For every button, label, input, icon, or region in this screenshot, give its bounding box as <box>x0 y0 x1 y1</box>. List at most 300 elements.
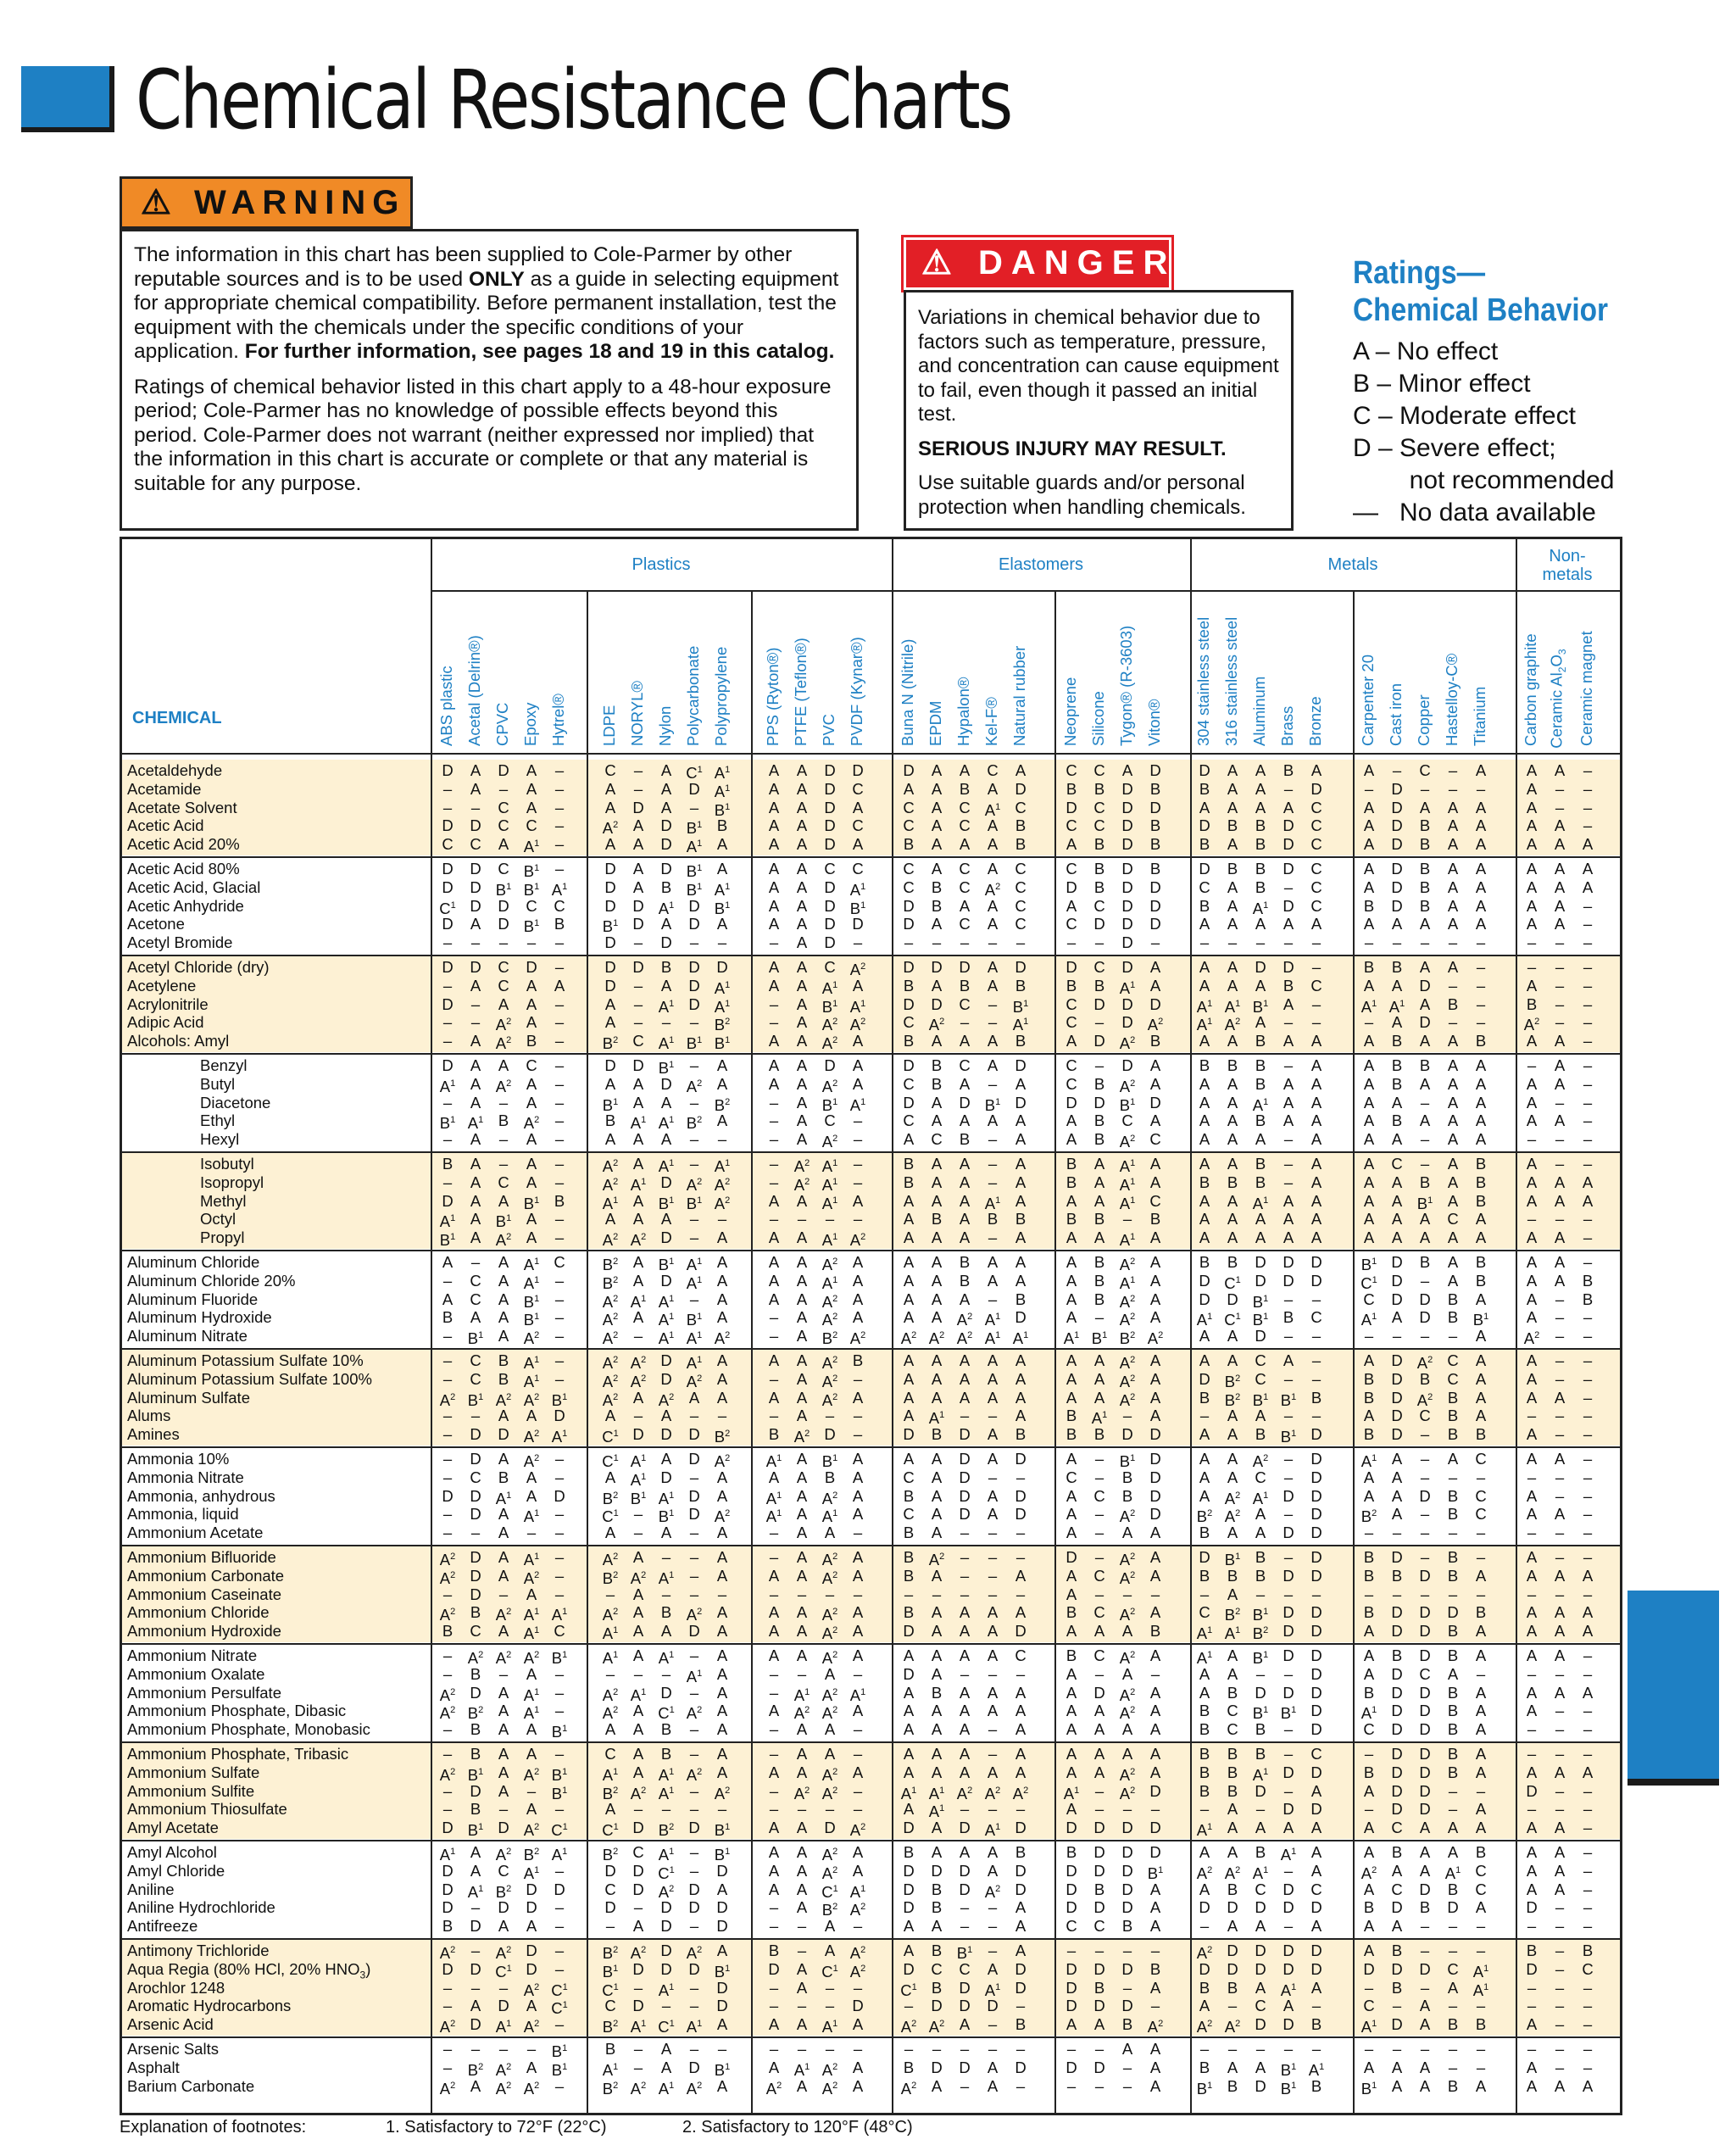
rating-cell: – <box>797 1997 807 2015</box>
rating-cell: A <box>1093 1720 1105 1739</box>
rating-cell: – <box>717 933 727 952</box>
rating-cell: – <box>442 1450 453 1468</box>
rating-cell: B <box>1066 1210 1077 1228</box>
rating-cell: D <box>1015 1622 1027 1641</box>
rating-cell: A <box>604 1468 616 1486</box>
rating-cell: $A^1$ <box>467 1114 484 1133</box>
rating-cell: D <box>632 958 644 976</box>
rating-cell: C <box>526 1056 537 1074</box>
rating-cell: A <box>1199 798 1210 816</box>
rating-cell: – <box>1094 1450 1104 1468</box>
rating-cell: A <box>1283 798 1294 816</box>
chemical-name: Aluminum Potassium Sulfate 100% <box>127 1369 372 1388</box>
rating-cell: – <box>1448 1468 1458 1486</box>
rating-cell: B <box>1447 1880 1459 1898</box>
rating-cell: C <box>1015 915 1027 933</box>
rating-cell: A <box>1066 1702 1077 1720</box>
rating-cell: $A^1$ <box>551 1428 568 1446</box>
rating-cell: A <box>1149 1290 1161 1308</box>
rating-cell: A <box>1310 915 1322 933</box>
rating-cell: – <box>1583 1253 1593 1271</box>
rating-cell: A <box>959 1191 971 1210</box>
rating-cell: A <box>931 1566 943 1585</box>
rating-cell: A <box>498 1917 509 1936</box>
rating-cell: A <box>1447 1173 1459 1191</box>
rating-cell: A <box>768 896 780 915</box>
rating-cell: – <box>1283 1585 1294 1603</box>
rating-cell: A <box>1149 1253 1161 1271</box>
rating-cell: – <box>442 1781 453 1800</box>
rating-cell: D <box>1121 1843 1133 1861</box>
rating-cell: – <box>554 1308 565 1327</box>
rating-cell: A <box>1093 2015 1105 2034</box>
rating-cell: – <box>1283 1548 1294 1566</box>
rating-cell: – <box>1448 1524 1458 1542</box>
rating-cell: B <box>1391 1074 1403 1093</box>
rating-cell: – <box>1476 1781 1486 1800</box>
rating-item <box>1353 336 1726 368</box>
rating-cell: $A^1$ <box>1012 1016 1029 1034</box>
rating-cell: – <box>1555 1781 1565 1800</box>
rating-cell: A <box>931 1486 943 1505</box>
rating-cell: – <box>633 761 643 779</box>
rating-cell: $B^2$ <box>1252 1624 1269 1643</box>
rating-cell: A <box>931 1622 943 1641</box>
row-group-divider <box>122 856 1620 858</box>
rating-cell: – <box>769 1369 779 1388</box>
rating-cell: A <box>1066 1191 1077 1210</box>
rating-cell: D <box>1015 2058 1027 2076</box>
rating-cell: A <box>768 1074 780 1093</box>
rating-cell: B <box>1582 1271 1594 1290</box>
rating-cell: $B^1$ <box>551 1390 568 1409</box>
rating-cell: A <box>903 1683 915 1702</box>
rating-cell: D <box>1419 1566 1431 1585</box>
rating-cell: A <box>1475 761 1487 779</box>
row-group-divider <box>122 1348 1620 1350</box>
rating-cell: A <box>1447 1093 1459 1112</box>
rating-cell: $A^1$ <box>714 978 731 997</box>
rating-cell: – <box>554 994 565 1013</box>
rating-cell: A <box>1310 1917 1322 1936</box>
rating-cell: A <box>1310 1191 1322 1210</box>
rating-cell: $C^1$ <box>602 1428 619 1446</box>
rating-cell: D <box>1391 1720 1403 1739</box>
rating-cell: C <box>470 1351 481 1369</box>
rating-cell: A <box>768 1468 780 1486</box>
rating-cell: – <box>988 1013 998 1032</box>
rating-cell: – <box>554 761 565 779</box>
rating-cell: A <box>1526 761 1538 779</box>
rating-cell: A <box>987 1959 999 1978</box>
rating-cell: $A^1$ <box>821 1175 838 1194</box>
rating-cell: A <box>470 1861 481 1880</box>
rating-cell: A <box>498 1056 509 1074</box>
rating-cell: $A^1$ <box>630 1685 647 1704</box>
rating-cell: – <box>1448 1800 1458 1819</box>
rating-cell: D <box>1093 1843 1105 1861</box>
rating-cell: D <box>824 779 836 798</box>
rating-cell: – <box>1311 1327 1321 1346</box>
row-group-divider <box>122 1840 1620 1841</box>
rating-cell: A <box>498 994 509 1013</box>
rating-cell: – <box>1476 1468 1486 1486</box>
rating-cell: $B^1$ <box>1280 1704 1297 1723</box>
rating-cell: A <box>1227 1425 1238 1444</box>
rating-cell: A <box>959 1112 971 1130</box>
rating-cell: C <box>959 1959 971 1978</box>
rating-cell: $A^2$ <box>1119 1077 1136 1095</box>
rating-cell: D <box>442 761 453 779</box>
group-header: Elastomers <box>998 555 1084 574</box>
rating-cell: $B^1$ <box>495 880 512 899</box>
rating-cell: – <box>1420 1505 1430 1524</box>
chemical-name: Aluminum Chloride <box>127 1253 260 1271</box>
rating-cell: B <box>903 1524 915 1542</box>
rating-cell: C <box>824 1112 836 1130</box>
rating-cell: A <box>1447 896 1459 915</box>
rating-cell: $A^1$ <box>1360 1452 1377 1471</box>
rating-cell: D <box>1283 896 1294 915</box>
rating-cell: D <box>688 915 700 933</box>
rating-cell: A <box>768 958 780 976</box>
rating-cell: A <box>1554 1450 1566 1468</box>
rating-cell: A <box>1526 878 1538 896</box>
rating-cell: B <box>852 1351 864 1369</box>
rating-cell: A <box>1310 1978 1322 1997</box>
rating-cell: A <box>852 1505 864 1524</box>
rating-cell: A <box>1363 1942 1375 1959</box>
rating-cell: D <box>688 976 700 994</box>
rating-cell: A <box>796 1978 808 1997</box>
rating-cell: $B^1$ <box>602 917 619 936</box>
rating-cell: – <box>1476 1524 1486 1542</box>
rating-cell: – <box>1583 1308 1593 1327</box>
rating-cell: A <box>1199 1880 1210 1898</box>
rating-cell: – <box>960 1585 970 1603</box>
rating-cell: D <box>1283 1603 1294 1622</box>
rating-cell: – <box>1094 1468 1104 1486</box>
rating-cell: A <box>1419 1228 1431 1247</box>
rating-cell: D <box>1227 1898 1238 1917</box>
rating-cell: A <box>1149 1548 1161 1566</box>
rating-cell: A <box>1227 798 1238 816</box>
rating-cell: B <box>1227 1745 1238 1763</box>
rating-cell: A <box>1255 779 1266 798</box>
rating-cell: $A^1$ <box>1119 1157 1136 1176</box>
rating-cell: A <box>1066 1763 1077 1781</box>
rating-cell: – <box>1583 816 1593 835</box>
rating-cell: D <box>1227 1942 1238 1959</box>
rating-cell: B <box>604 2040 616 2058</box>
rating-cell: A <box>1475 1566 1487 1585</box>
material-column-header: Ceramic magnet <box>1577 631 1595 746</box>
rating-cell: A <box>1149 1603 1161 1622</box>
chemical-name: Acetate Solvent <box>127 798 237 816</box>
rating-cell: $A^2$ <box>1224 1864 1241 1882</box>
rating-cell: A <box>1363 1112 1375 1130</box>
rating-cell: – <box>1527 1997 1537 2015</box>
rating-cell: A <box>796 1290 808 1308</box>
rating-cell: – <box>1311 994 1321 1013</box>
rating-cell: A <box>632 816 644 835</box>
rating-cell: $B^1$ <box>658 1194 675 1212</box>
rating-cell: – <box>1527 1720 1537 1739</box>
rating-cell: $B^1$ <box>1252 1606 1269 1624</box>
chemical-name: Acetic Anhydride <box>127 896 244 915</box>
rating-cell: – <box>1555 1093 1565 1112</box>
rating-cell: A <box>1255 1407 1266 1425</box>
rating-cell: A <box>1526 1112 1538 1130</box>
rating-cell: A <box>632 1917 644 1936</box>
rating-cell: A <box>1363 1622 1375 1641</box>
rating-cell: A <box>931 816 943 835</box>
rating-cell: – <box>1015 1800 1026 1819</box>
rating-cell: A <box>1227 779 1238 798</box>
rating-cell: A <box>959 1745 971 1763</box>
rating-cell: A <box>1227 1843 1238 1861</box>
rating-cell: – <box>1476 976 1486 994</box>
rating-cell: A <box>1227 915 1238 933</box>
rating-cell: $B^2$ <box>602 1034 619 1053</box>
rating-cell: A <box>1475 1210 1487 1228</box>
rating-cell: A <box>1475 896 1487 915</box>
material-column-header: Aluminum <box>1250 676 1268 746</box>
rating-cell: $A^1$ <box>551 880 568 899</box>
rating-cell: C <box>554 1622 565 1641</box>
rating-cell: $A^1$ <box>1196 1821 1213 1840</box>
rating-cell: $A^2$ <box>714 1175 731 1194</box>
rating-cell: C <box>1093 1486 1105 1505</box>
danger-label: ⚠ DANGER <box>904 237 1171 290</box>
rating-cell: A <box>498 1763 509 1781</box>
rating-cell: C <box>1066 1917 1077 1936</box>
rating-cell: B <box>498 1351 509 1369</box>
rating-cell: – <box>1420 1468 1430 1486</box>
rating-cell: A <box>1419 1819 1431 1837</box>
rating-cell: – <box>1476 2040 1486 2058</box>
rating-cell: A <box>1475 1720 1487 1739</box>
rating-cell: – <box>554 798 565 816</box>
rating-cell: – <box>1555 1351 1565 1369</box>
page-title: Chemical Resistance Charts <box>136 53 1011 148</box>
rating-cell: – <box>904 1997 914 2015</box>
rating-cell: – <box>960 1664 970 1683</box>
rating-cell: – <box>1283 1369 1294 1388</box>
rating-cell: A <box>796 1369 808 1388</box>
rating-cell: D <box>1121 1819 1133 1837</box>
rating-cell: B <box>1419 896 1431 915</box>
rating-cell: – <box>988 1800 998 1819</box>
material-column-header: 304 stainless steel <box>1194 616 1212 746</box>
rating-cell: A <box>931 1505 943 1524</box>
rating-cell: D <box>1255 958 1266 976</box>
rating-cell: D <box>1310 1622 1322 1641</box>
rating-cell: – <box>1583 1880 1593 1898</box>
rating-cell: – <box>689 1130 699 1149</box>
rating-cell: – <box>960 2076 970 2095</box>
rating-cell: – <box>689 2040 699 2058</box>
rating-cell: D <box>442 1056 453 1074</box>
rating-cell: $A^1$ <box>523 1704 540 1723</box>
rating-cell: A <box>1391 1505 1403 1524</box>
rating-cell: A <box>604 1524 616 1542</box>
rating-cell: D <box>852 761 864 779</box>
rating-cell: $A^2$ <box>928 2018 945 2036</box>
rating-cell: A <box>1255 1130 1266 1149</box>
rating-cell: A <box>604 1210 616 1228</box>
rating-cell: A <box>987 1388 999 1407</box>
rating-cell: $A^1$ <box>658 1846 675 1864</box>
rating-cell: – <box>1527 1917 1537 1936</box>
rating-cell: – <box>1527 1130 1537 1149</box>
rating-cell: A <box>852 1388 864 1407</box>
rating-cell: A <box>1227 1130 1238 1149</box>
rating-cell: A <box>1015 1369 1027 1388</box>
rating-cell: D <box>852 915 864 933</box>
rating-cell: – <box>1420 1155 1430 1173</box>
rating-cell: – <box>988 994 998 1013</box>
rating-cell: A <box>1363 798 1375 816</box>
group-header: Plastics <box>632 555 691 574</box>
rating-cell: A <box>1582 1763 1594 1781</box>
rating-cell: A <box>1149 1898 1161 1917</box>
rating-cell: – <box>1066 2040 1077 2058</box>
rating-cell: A <box>1066 1800 1077 1819</box>
rating-cell: A <box>796 1407 808 1425</box>
rating-cell: C <box>1255 1880 1266 1898</box>
rating-cell: D <box>470 958 481 976</box>
rating-cell: $A^2$ <box>439 2018 456 2036</box>
rating-cell: A <box>1475 1056 1487 1074</box>
rating-item <box>1353 368 1726 400</box>
rating-cell: B <box>1447 1646 1459 1664</box>
rating-cell: D <box>1227 1959 1238 1978</box>
rating-cell: $A^2$ <box>1119 1292 1136 1311</box>
chemical-name: Arochlor 1248 <box>127 1978 225 1997</box>
rating-cell: – <box>1476 2058 1486 2076</box>
rating-cell: $A^1$ <box>658 1034 675 1053</box>
rating-cell: $A^1$ <box>630 2018 647 2036</box>
chemical-name: Arsenic Acid <box>127 2015 214 2034</box>
rating-cell: A <box>987 816 999 835</box>
rating-cell: A <box>442 1290 453 1308</box>
rating-cell: A <box>824 1745 836 1763</box>
rating-cell: – <box>1227 933 1238 952</box>
rating-cell: $A^2$ <box>928 1016 945 1034</box>
rating-cell: – <box>1283 1327 1294 1346</box>
rating-cell: D <box>1255 1683 1266 1702</box>
rating-cell: A <box>903 1271 915 1290</box>
rating-cell: B <box>1419 1898 1431 1917</box>
rating-cell: $B^1$ <box>551 2042 568 2061</box>
rating-cell: $A^2$ <box>1119 1765 1136 1784</box>
rating-cell: D <box>660 1917 672 1936</box>
rating-cell: $A^2$ <box>439 2079 456 2098</box>
rating-cell: A <box>1015 1566 1027 1585</box>
rating-cell: – <box>1283 1173 1294 1191</box>
rating-cell: D <box>1310 1603 1322 1622</box>
rating-cell: A <box>796 860 808 878</box>
rating-cell: – <box>1583 1664 1593 1683</box>
rating-cell: A <box>1199 1450 1210 1468</box>
rating-cell: A <box>470 1130 481 1149</box>
rating-cell: A <box>1526 1271 1538 1290</box>
rating-cell: $A^1$ <box>523 1606 540 1624</box>
rating-cell: B <box>1255 860 1266 878</box>
rating-cell: – <box>661 1548 671 1566</box>
rating-cell: – <box>769 933 779 952</box>
rating-cell: A <box>1149 1155 1161 1173</box>
rating-cell: $A^1$ <box>439 1077 456 1095</box>
rating-cell: B <box>1391 1942 1403 1959</box>
rating-cell: D <box>1066 2058 1077 2076</box>
rating-cell: A <box>1121 1720 1133 1739</box>
rating-cell: – <box>689 1781 699 1800</box>
rating-cell: A <box>716 1683 728 1702</box>
rating-cell: $B^1$ <box>523 880 540 899</box>
rating-cell: A <box>498 1683 509 1702</box>
rating-cell: C <box>852 860 864 878</box>
rating-cell: $A^2$ <box>714 1452 731 1471</box>
rating-cell: A <box>768 1603 780 1622</box>
rating-cell: A <box>852 1702 864 1720</box>
rating-cell: A <box>1554 1566 1566 1585</box>
rating-cell: D <box>688 1505 700 1524</box>
rating-cell: D <box>1093 1093 1105 1112</box>
rating-cell: A <box>1066 1253 1077 1271</box>
rating-cell: A <box>931 1603 943 1622</box>
rating-cell: A <box>1475 1407 1487 1425</box>
warning-label: ⚠ WARNING <box>120 176 413 229</box>
rating-cell: A <box>632 1622 644 1641</box>
rating-cell: $A^1$ <box>714 880 731 899</box>
rating-cell: B <box>1149 1622 1161 1641</box>
rating-cell: A <box>632 1646 644 1664</box>
rating-cell: $B^1$ <box>1119 1095 1136 1114</box>
rating-cell: D <box>824 1819 836 1837</box>
rating-cell: D <box>903 1898 915 1917</box>
rating-cell: $A^2$ <box>523 1765 540 1784</box>
material-column-header: Bronze <box>1306 696 1324 746</box>
rating-cell: A <box>1475 1800 1487 1819</box>
rating-cell: A <box>632 1720 644 1739</box>
rating-cell: $A^1$ <box>849 880 866 899</box>
rating-cell: A <box>1526 835 1538 854</box>
rating-cell: A <box>1447 1450 1459 1468</box>
danger-paragraph-3: Use suitable guards and/or personal protection when handling chemicals. <box>918 471 1246 519</box>
rating-cell: – <box>1555 798 1565 816</box>
rating-cell: D <box>1015 1819 1027 1837</box>
rating-cell: $A^2$ <box>495 1390 512 1409</box>
rating-cell: A <box>796 1032 808 1050</box>
rating-cell: A <box>1391 1173 1403 1191</box>
rating-cell: D <box>470 878 481 896</box>
rating-cell: A <box>660 1524 672 1542</box>
rating-cell: A <box>1149 1351 1161 1369</box>
rating-cell: – <box>1448 1917 1458 1936</box>
rating-cell: A <box>1447 1819 1459 1837</box>
rating-cell: A <box>1363 860 1375 878</box>
rating-cell: – <box>554 958 565 976</box>
rating-cell: A <box>1582 878 1594 896</box>
rating-cell: A <box>824 1720 836 1739</box>
rating-cell: B <box>931 896 943 915</box>
rating-cell: $A^1$ <box>686 1667 703 1685</box>
rating-cell: D <box>1283 2015 1294 2034</box>
rating-cell: $A^2$ <box>821 1685 838 1704</box>
rating-cell: A <box>498 1271 509 1290</box>
